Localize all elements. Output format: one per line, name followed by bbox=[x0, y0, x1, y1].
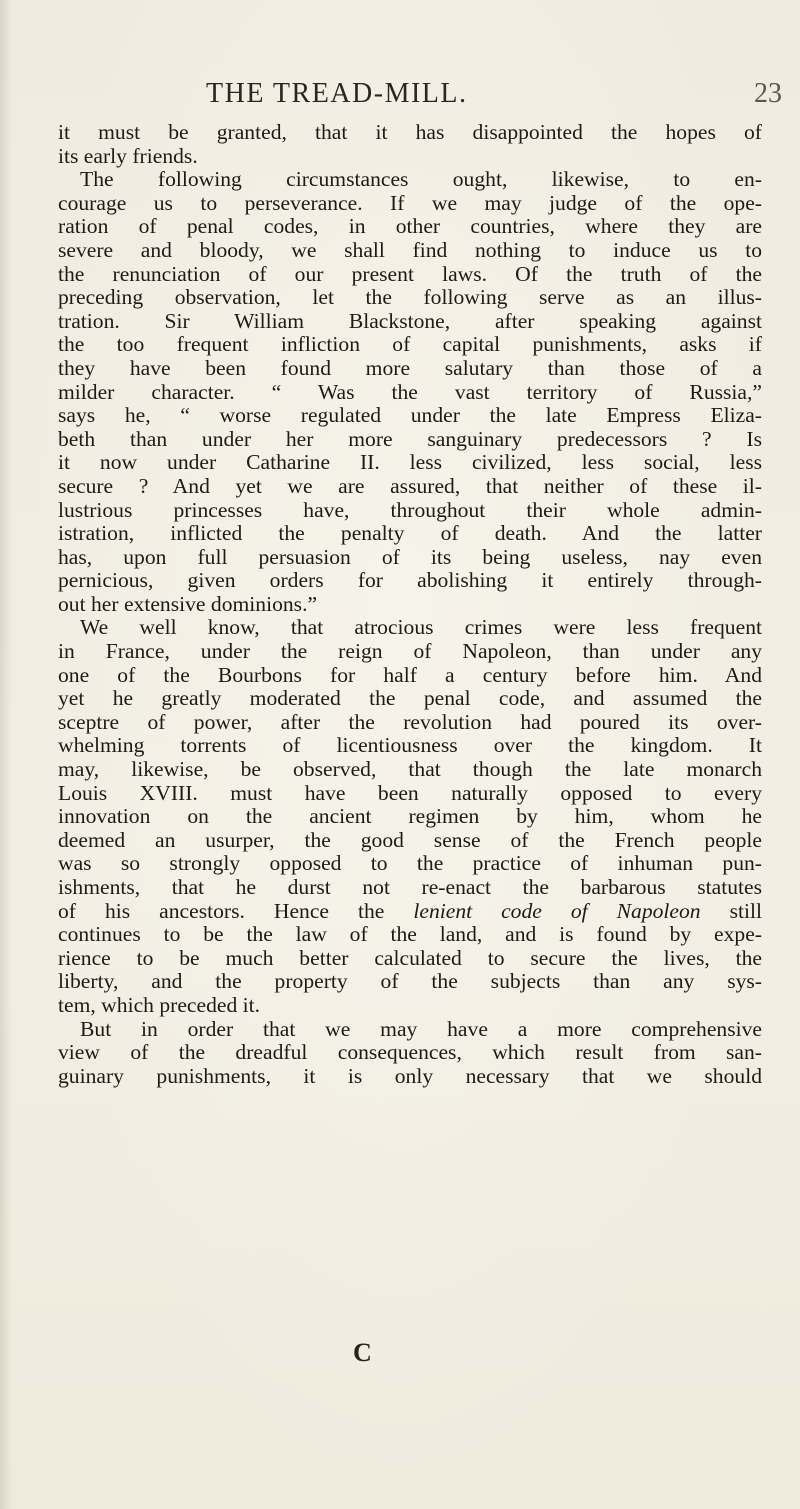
text-line: says he, “ worse regulated under the late Empress Eliza- bbox=[58, 403, 762, 428]
body-text bbox=[58, 121, 762, 1088]
running-head bbox=[0, 78, 800, 118]
text-line: they have been found more salutary than those of a bbox=[58, 355, 762, 380]
text-line: milder character. “ Was the vast territory of Russia,” bbox=[58, 379, 762, 404]
text-line: out her extensive dominions.” bbox=[58, 591, 318, 616]
text-line: in France, under the reign of Napoleon, than under any bbox=[58, 639, 762, 664]
text-line: secure ? And yet we are assured, that neither of these il- bbox=[58, 473, 762, 498]
text-line: sceptre of power, after the revolution had poured its over- bbox=[58, 709, 762, 734]
text-line: whelming torrents of licentiousness over the kingdom. It bbox=[58, 733, 762, 758]
text-line: view of the dreadful consequences, which result from san- bbox=[58, 1040, 762, 1065]
text-line: courage us to perseverance. If we may judge of the ope- bbox=[58, 190, 762, 215]
signature-mark: C bbox=[353, 1338, 372, 1367]
text-line: innovation on the ancient regimen by him, whom he bbox=[58, 804, 762, 829]
text-line: may, likewise, be observed, that though the late monarch bbox=[58, 757, 762, 782]
text-line: deemed an usurper, the good sense of the French people bbox=[58, 827, 762, 852]
text-line: it must be granted, that it has disappointed the hopes of bbox=[58, 120, 762, 144]
text-line: istration, inflicted the penalty of death. And the latter bbox=[58, 521, 762, 546]
text-line: tem, which preceded it. bbox=[58, 992, 261, 1017]
page-edge-shadow bbox=[0, 0, 12, 1509]
running-title: THE TREAD-MILL. bbox=[206, 78, 468, 109]
text-line: pernicious, given orders for abolishing it entirely through- bbox=[58, 568, 762, 593]
text-line: preceding observation, let the following serve as an illus- bbox=[58, 285, 762, 310]
text-line: ishments, that he durst not re-enact the barbarous statutes bbox=[58, 875, 762, 899]
text-line: beth than under her more sanguinary predecessors ? Is bbox=[58, 426, 762, 451]
text-line: the renunciation of our present laws. Of the truth of the bbox=[58, 261, 762, 286]
text-line: Louis XVIII. must have been naturally opposed to every bbox=[58, 780, 762, 805]
text-line: rience to be much better calculated to secure the lives, the bbox=[58, 945, 762, 970]
text-line: liberty, and the property of the subjects than any sys- bbox=[58, 969, 762, 994]
text-line: tration. Sir William Blackstone, after speaking against bbox=[58, 308, 762, 333]
italic-phrase: lenient code of Napoleon bbox=[413, 898, 701, 923]
text-line: the too frequent infliction of capital punishments, asks if bbox=[58, 332, 762, 357]
text-line: it now under Catharine II. less civilized, less social, less bbox=[58, 450, 762, 475]
text-line: severe and bloody, we shall find nothing to induce us to bbox=[58, 237, 762, 262]
page-number: 23 bbox=[754, 78, 782, 109]
text-line: guinary punishments, it is only necessary that we should bbox=[58, 1063, 762, 1088]
text-line: ration of penal codes, in other countries, where they are bbox=[58, 214, 762, 239]
text-line: of his ancestors. Hence the lenient code of Napoleon still bbox=[58, 898, 762, 923]
text-line: We well know, that atrocious crimes were less frequent bbox=[80, 615, 762, 640]
text-line: its early friends. bbox=[58, 143, 198, 168]
text-line: was so strongly opposed to the practice of inhuman pun- bbox=[58, 851, 762, 876]
text-line: But in order that we may have a more comprehensive bbox=[80, 1016, 762, 1041]
text-line: lustrious princesses have, throughout their whole admin- bbox=[58, 497, 762, 522]
text-line: continues to be the law of the land, and is found by expe- bbox=[58, 922, 762, 947]
text-line: The following circumstances ought, likewise, to en- bbox=[80, 167, 762, 192]
text-line: yet he greatly moderated the penal code, and assumed the bbox=[58, 686, 762, 711]
text-line: has, upon full persuasion of its being useless, nay even bbox=[58, 544, 762, 569]
text-line: one of the Bourbons for half a century before him. And bbox=[58, 662, 762, 687]
